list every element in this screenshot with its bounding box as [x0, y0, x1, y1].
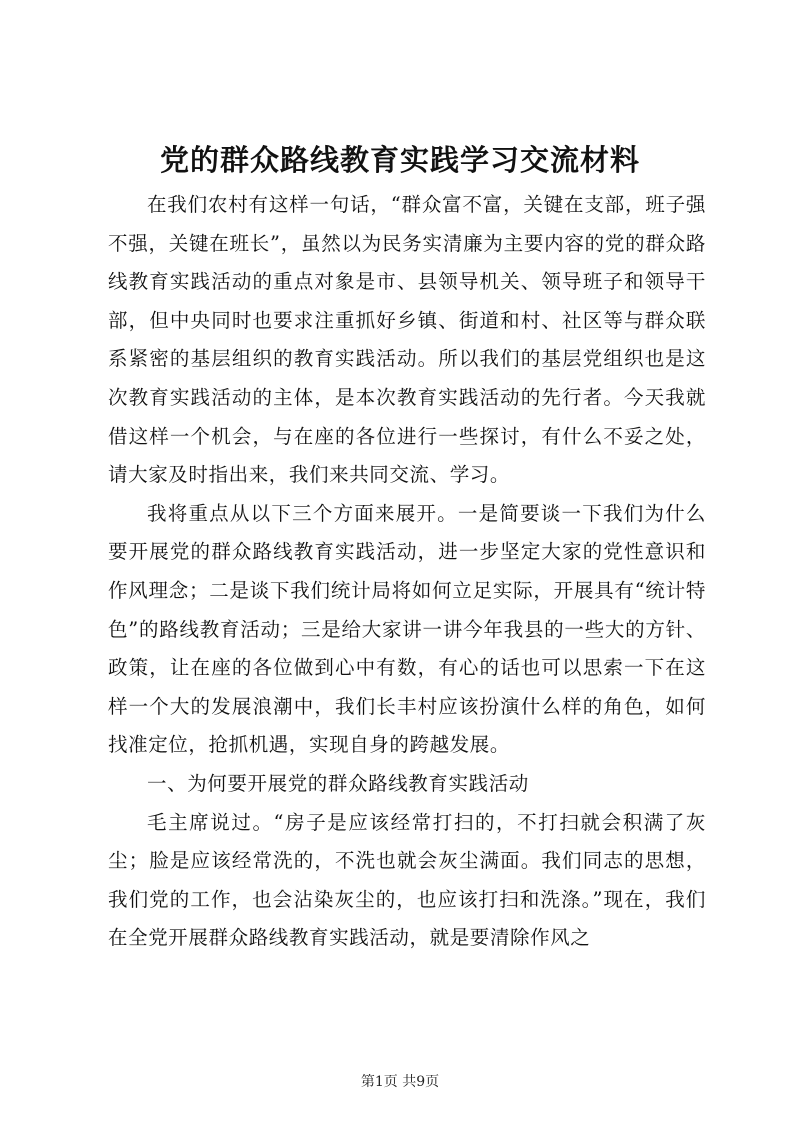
paragraph-outline: 我将重点从以下三个方面来展开。一是简要谈一下我们为什么要开展党的群众路线教育实践活动，进一步坚定大家的党性意识和作风理念；二是谈下我们统计局将如何立足实际，开展具有“统计特色”的路线教育活动；三是给大家讲一讲今年我县的一些大的方针、政策，让在座的各位做到心中有数，有心的话也可以思索一下在这样一个大的发展浪潮中，我们长丰村应该扮演什么样的角色，如何找准定位，抢抓机遇，实现自身的跨越发展。: [108, 501, 706, 757]
section-heading-1: 一、为何要开展党的群众路线教育实践活动: [147, 771, 529, 795]
paragraph-quote: 毛主席说过。“房子是应该经常打扫的，不打扫就会积满了灰尘；脸是应该经常洗的，不洗也就会灰尘满面。我们同志的思想，我们党的工作，也会沾染灰尘的，也应该打扫和洗涤。”现在，我们在全党开展群众路线教育实践活动，就是要清除作风之: [108, 810, 706, 950]
document-title: 党的群众路线教育实践学习交流材料: [159, 143, 640, 177]
paragraph-intro: 在我们农村有这样一句话，“群众富不富，关键在支部，班子强不强，关键在班长”，虽然以为民务实清廉为主要内容的党的群众路线教育实践活动的重点对象是市、县领导机关、领导班子和领导干部，但中央同时也要求注重抓好乡镇、街道和村、社区等与群众联系紧密的基层组织的教育实践活动。所以我们的基层党组织也是这次教育实践活动的主体，是本次教育实践活动的先行者。今天我就借这样一个机会，与在座的各位进行一些探讨，有什么不妥之处，请大家及时指出来，我们来共同交流、学习。: [108, 193, 706, 487]
document-body: [108, 186, 706, 958]
page-number-footer: 第1页 共9页: [360, 1074, 440, 1090]
